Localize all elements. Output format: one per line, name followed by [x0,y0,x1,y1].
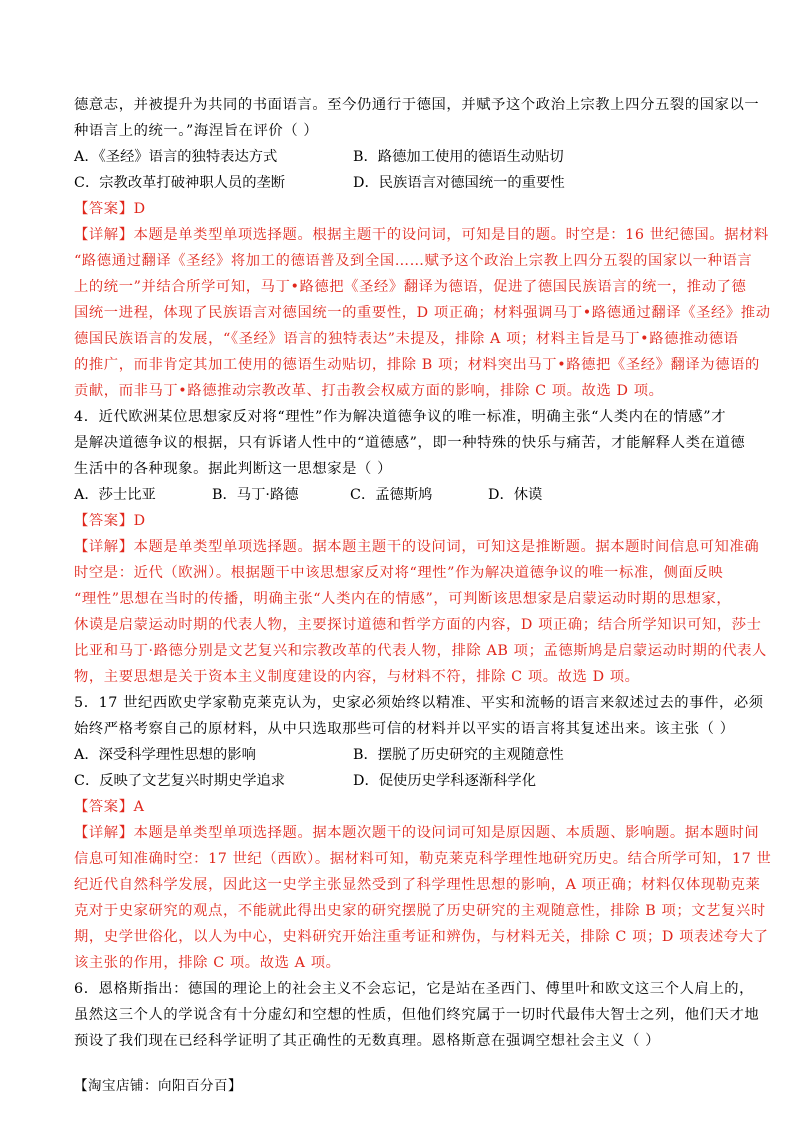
question-4 [74,404,767,690]
detail-line: 【详解】本题是单类型单项选择题。据本题主题干的设问词，可知这是推断题。据本题时间信息可知准确 [74,539,760,555]
question-stem-line: 6．恩格斯指出：德国的理论上的社会主义不会忘记，它是站在圣西门、傅里叶和欧文这三个人肩上的， [74,981,755,997]
option-b: B．马丁·路德 [212,487,299,503]
detail-line: 贡献，而非马丁•路德推动宗教改革、打击教会权威方面的影响，排除 C 项。故选 D 项。 [74,383,664,399]
detail-line: 德国民族语言的发展，“《圣经》语言的独特表达”未提及，排除 A 项；材料主旨是马丁•路德推动德语 [74,331,739,347]
question-stem-line: 德意志，并被提升为共同的书面语言。至今仍通行于德国，并赋予这个政治上宗教上四分五裂的国家以一 [74,97,760,113]
detail-line: 期，史学世俗化，以人为中心，史料研究开始注重考证和辨伪，与材料无关，排除 C 项；D 项表述夸大了 [74,929,769,945]
question-stem-line: 始终严格考察自己的原材料，从中只选取那些可信的材料并以平实的语言将其复述出来。该主张（ ） [74,721,735,737]
detail-line: 物，主要思想是关于资本主义制度建设的内容，与材料不符，排除 C 项。故选 D 项。 [74,669,640,685]
question-stem-line: 4．近代欧洲某位思想家反对将“理性”作为解决道德争议的唯一标准，明确主张“人类内在的情感”才 [74,409,727,425]
option-row [74,170,730,196]
detail-line: 上的统一”并结合所学可知，马丁•路德把《圣经》翻译为德语，促进了德国民族语言的统一，推动了德 [74,279,747,295]
question-stem-line: 5．17 世纪西欧史学家勒克莱克认为，史家必须始终以精准、平实和流畅的语言来叙述过去的事件，必须 [74,695,764,711]
option-b: B．路德加工使用的德语生动贴切 [353,149,564,165]
option-a: A．深受科学理性思想的影响 [74,747,256,763]
option-a: A．莎士比亚 [74,487,156,503]
detail-line: 纪近代自然科学发展，因此这一史学主张显然受到了科学理性思想的影响，A 项正确；材料仅体现勒克莱 [74,877,761,893]
question-stem-line: 是解决道德争议的根据，只有诉诸人性中的“道德感”，即一种特殊的快乐与痛苦，才能解释人类在道德 [74,435,746,451]
detail-line: “路德通过翻译《圣经》将加工的德语普及到全国……赋予这个政治上宗教上四分五裂的国家以一种语言 [74,253,753,269]
option-row [74,144,730,170]
option-row [74,742,730,768]
question-3 [74,92,771,404]
question-5 [74,690,772,976]
detail-line: 时空是：近代（欧洲）。根据题干中该思想家反对将“理性”作为解决道德争议的唯一标准，侧面反映 [74,565,724,581]
option-row [74,482,730,508]
option-d: D．休谟 [488,487,543,503]
question-stem-line: 生活中的各种现象。据此判断这一思想家是（ ） [74,461,392,477]
question-6 [74,976,760,1054]
detail-line: 该主张的作用，排除 C 项。故选 A 项。 [74,955,341,971]
detail-line: 国统一进程，体现了民族语言对德国统一的重要性，D 项正确；材料强调马丁•路德通过翻译《圣经》推动 [74,305,771,321]
option-d: D．促使历史学科逐渐科学化 [353,773,537,789]
option-c: C．反映了文艺复兴时期史学追求 [74,773,286,789]
option-c: C．宗教改革打破神职人员的垄断 [74,175,286,191]
store-footer: 【淘宝店铺：向阳百分百】 [74,1078,242,1094]
option-b: B．摆脱了历史研究的主观随意性 [353,747,564,763]
detail-line: 休谟是启蒙运动时期的代表人物，主要探讨道德和哲学方面的内容，D 项正确；结合所学知识可知，莎士 [74,617,762,633]
question-stem-line: 预设了我们现在已经科学证明了其正确性的无数真理。恩格斯意在强调空想社会主义（ ） [74,1033,661,1049]
detail-line: 的推广，而非肯定其加工使用的德语生动贴切，排除 B 项；材料突出马丁•路德把《圣经》翻译为德语的 [74,357,760,373]
question-stem-line: 种语言上的统一。”海涅旨在评价（ ） [74,123,319,139]
option-c: C．孟德斯鸠 [350,487,433,503]
document-body [74,92,772,1054]
detail-line: 比亚和马丁·路德分别是文艺复兴和宗教改革的代表人物，排除 AB 项；孟德斯鸠是启蒙运动时期的代表人 [74,643,767,659]
option-row [74,768,730,794]
detail-line: 信息可知准确时空：17 世纪（西欧）。据材料可知，勒克莱克科学理性地研究历史。结合所学可知，17 世 [74,851,772,867]
option-a: A．《圣经》语言的独特表达方式 [74,149,278,165]
detail-line: “理性”思想在当时的传播，明确主张“人类内在的情感”，可判断该思想家是启蒙运动时期的思想家， [74,591,732,607]
question-stem-line: 虽然这三个人的学说含有十分虚幻和空想的性质，但他们终究属于一切时代最伟大智士之列，他们天才地 [74,1007,760,1023]
answer-label: 【答案】D [74,513,146,529]
detail-line: 【详解】本题是单类型单项选择题。据本题次题干的设问词可知是原因题、本质题、影响题。据本题时间 [74,825,760,841]
detail-line: 【详解】本题是单类型单项选择题。根据主题干的设问词，可知是目的题。时空是：16 世纪德国。据材料 [74,227,769,243]
detail-line: 克对于史家研究的观点，不能就此得出史家的研究摆脱了历史研究的主观随意性，排除 B 项；文艺复兴时 [74,903,766,919]
option-d: D．民族语言对德国统一的重要性 [353,175,565,191]
answer-label: 【答案】D [74,201,146,217]
answer-label: 【答案】A [74,799,145,815]
